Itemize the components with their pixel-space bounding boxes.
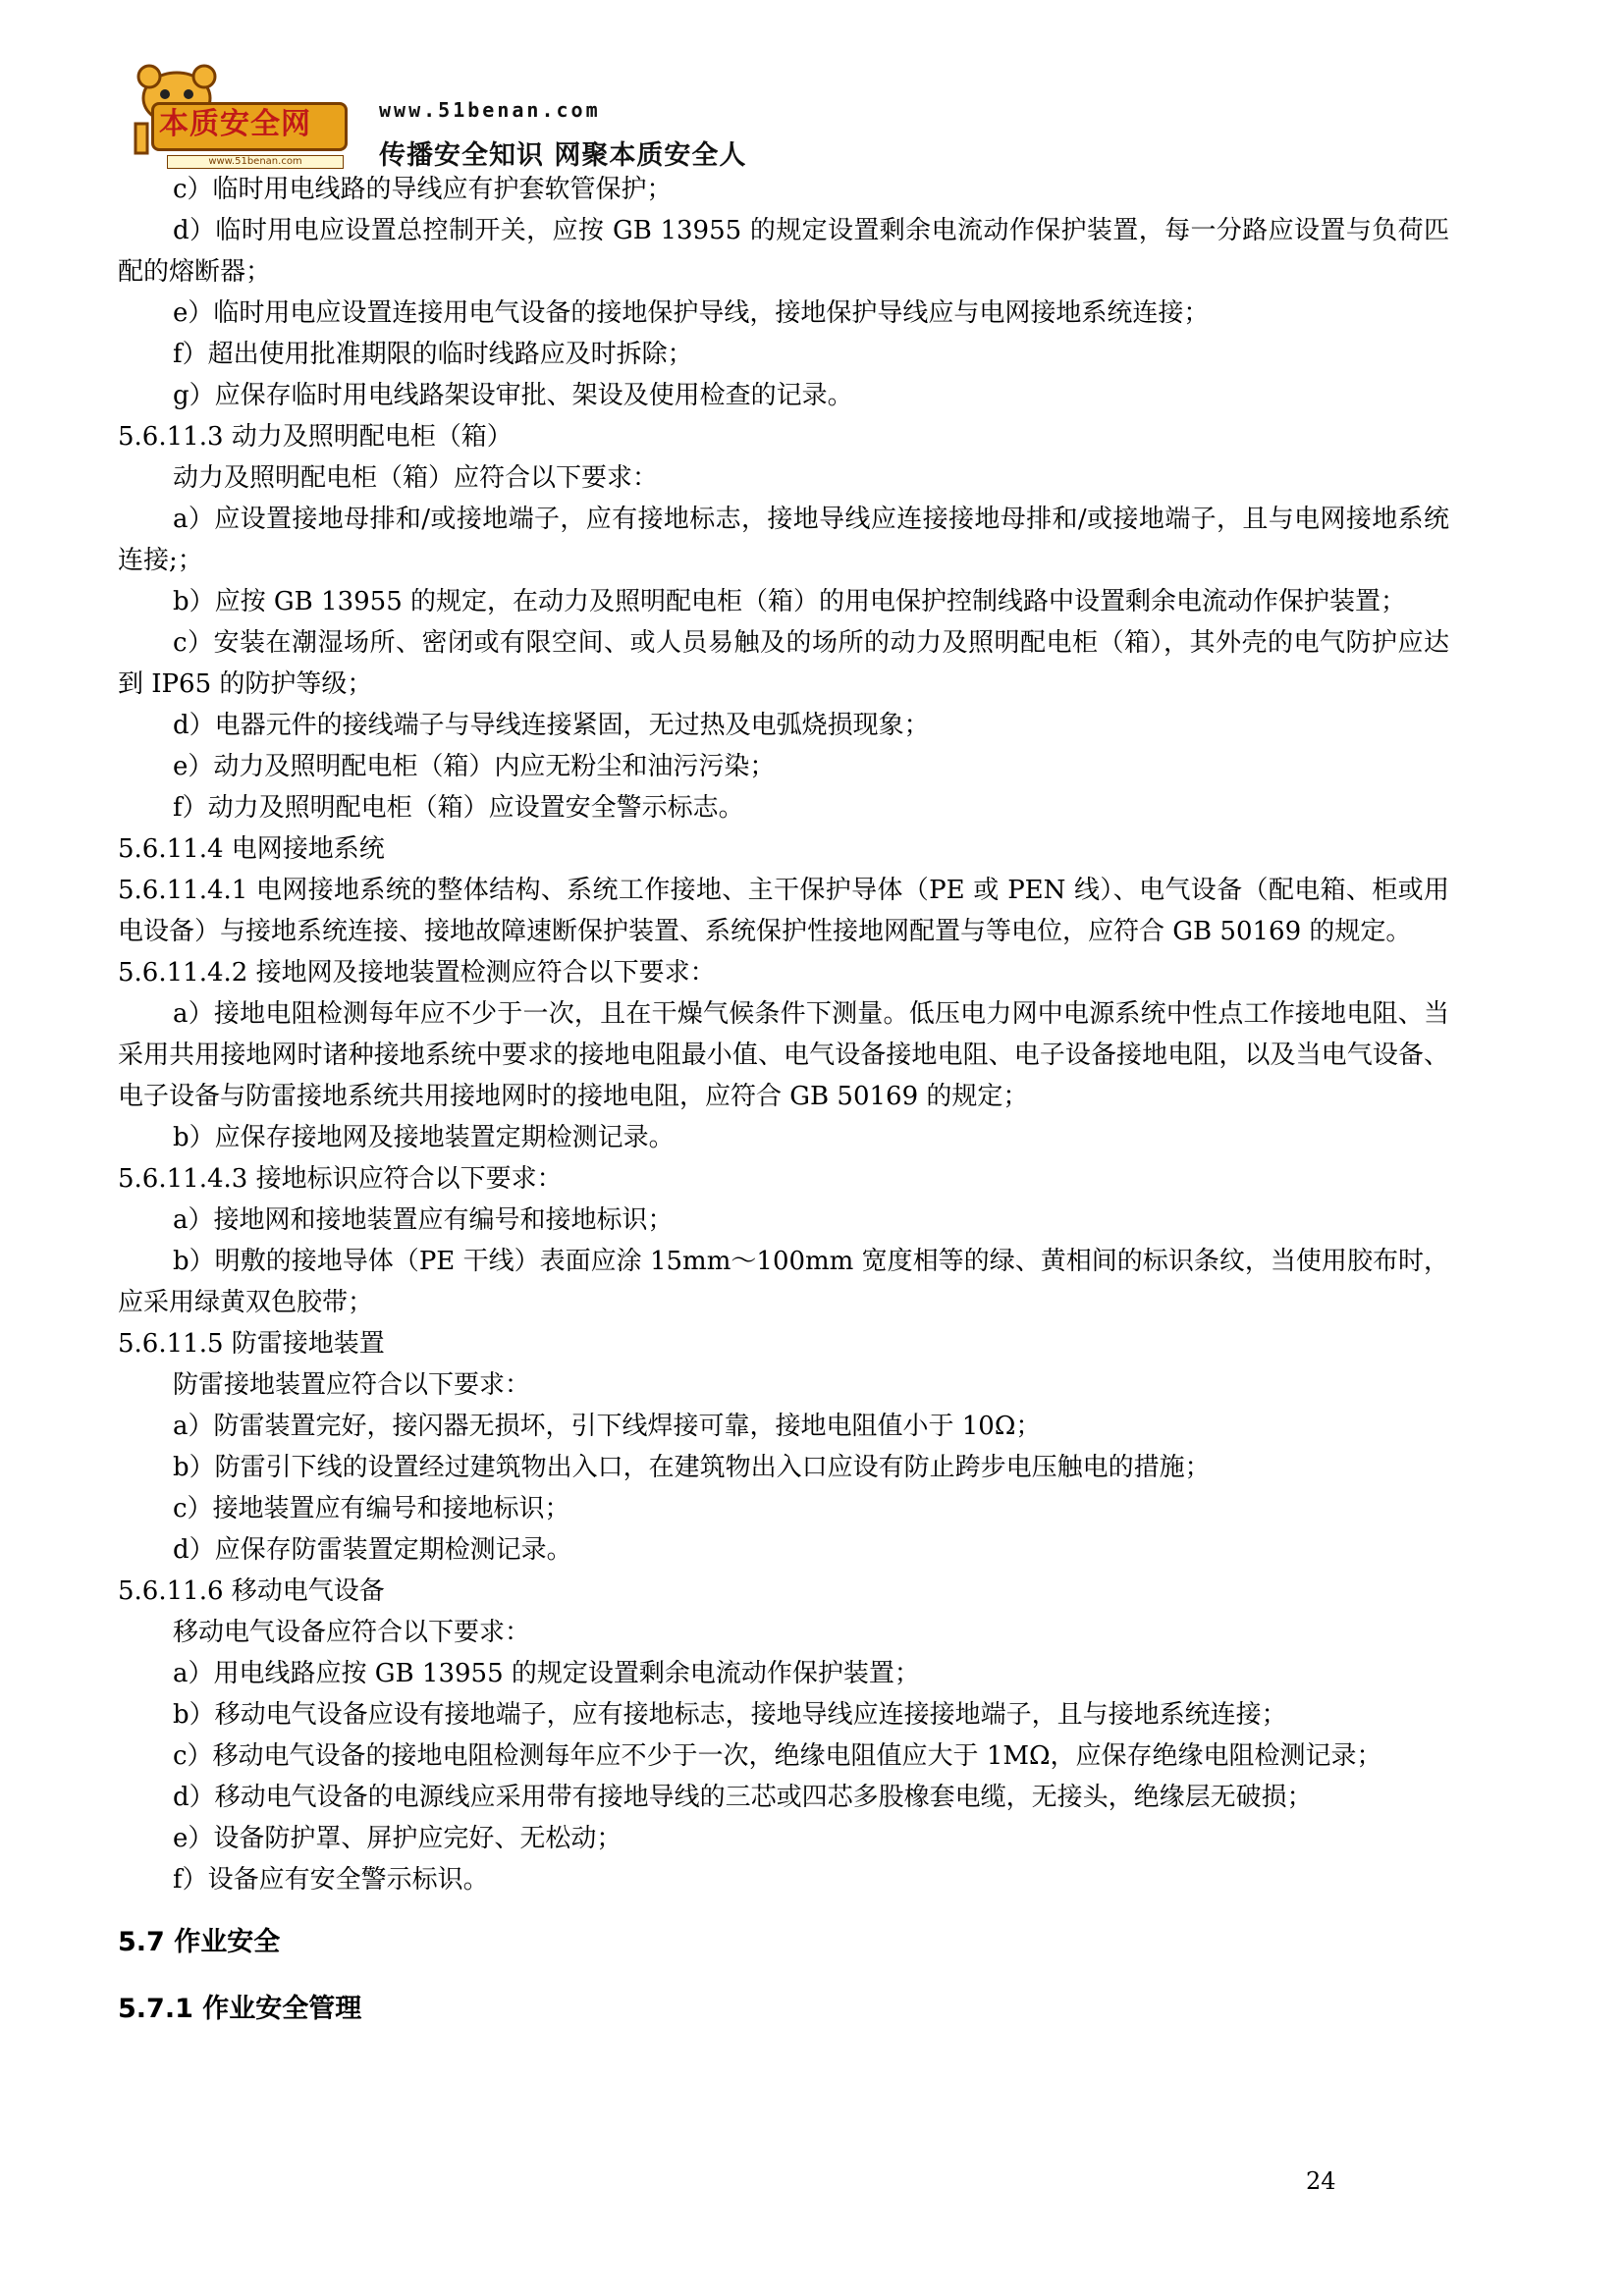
list-item: b）防雷引下线的设置经过建筑物出入口，在建筑物出入口应设有防止跨步电压触电的措施； bbox=[173, 1453, 1211, 1482]
list-item: c）安装在潮湿场所、密闭或有限空间、或人员易触及的场所的动力及照明配电柜（箱），其外壳的电气防护应达到 IP65 的防护等级； bbox=[118, 628, 1449, 699]
list-item: f）设备应有安全警示标识。 bbox=[173, 1865, 489, 1895]
subsection-heading: 5.7.1 作业安全管理 bbox=[118, 1994, 362, 2024]
list-item: a）用电线路应按 GB 13955 的规定设置剩余电流动作保护装置； bbox=[173, 1659, 920, 1688]
list-item: g）应保存临时用电线路架设审批、架设及使用检查的记录。 bbox=[173, 381, 853, 410]
list-item: d）应保存防雷装置定期检测记录。 bbox=[173, 1535, 572, 1565]
list-item: a）接地电阻检测每年应不少于一次，且在干燥气候条件下测量。低压电力网中电源系统中性点工作接地电阻、当采用共用接地网时诸种接地系统中要求的接地电阻最小值、电气设备接地电阻、电子设备接地电阻，以及当电气设备、电子设备与防雷接地系统共用接地网时的接地电阻，应符合 GB 50169 的规定； bbox=[118, 999, 1449, 1111]
clause-heading: 5.6.11.4.1 电网接地系统的整体结构、系统工作接地、主干保护导体（PE 或 PEN 线）、电气设备（配电箱、柜或用电设备）与接地系统连接、接地故障速断保护装置、系统保护性接地网配置与等电位，应符合 GB 50169 的规定。 bbox=[118, 876, 1449, 946]
list-item: e）临时用电应设置连接用电气设备的接地保护导线，接地保护导线应与电网接地系统连接； bbox=[173, 298, 1210, 328]
site-slogan: 传播安全知识 网聚本质安全人 bbox=[379, 140, 747, 171]
list-item: e）动力及照明配电柜（箱）内应无粉尘和油污污染； bbox=[173, 752, 776, 781]
list-item: d）电器元件的接线端子与导线连接紧固，无过热及电弧烧损现象； bbox=[173, 711, 930, 740]
list-item: a）应设置接地母排和/或接地端子，应有接地标志，接地导线应连接接地母排和/或接地端子，且与电网接地系统连接;； bbox=[118, 505, 1449, 575]
list-item: e）设备防护罩、屏护应完好、无松动； bbox=[173, 1824, 623, 1853]
list-item: b）应按 GB 13955 的规定，在动力及照明配电柜（箱）的用电保护控制线路中设置剩余电流动作保护装置； bbox=[173, 587, 1407, 616]
list-item: f）超出使用批准期限的临时线路应及时拆除； bbox=[173, 340, 693, 369]
clause-heading: 5.6.11.3 动力及照明配电柜（箱） bbox=[118, 422, 513, 452]
paragraph-list bbox=[118, 169, 1449, 1900]
clause-heading: 5.6.11.4.3 接地标识应符合以下要求： bbox=[118, 1164, 563, 1194]
clause-heading: 5.6.11.5 防雷接地装置 bbox=[118, 1329, 385, 1359]
list-item: b）移动电气设备应设有接地端子，应有接地标志，接地导线应连接接地端子，且与接地系统连接； bbox=[173, 1700, 1287, 1730]
section-heading: 5.7 作业安全 bbox=[118, 1927, 281, 1957]
list-item: b）明敷的接地导体（PE 干线）表面应涂 15mm～100mm 宽度相等的绿、黄相间的标识条纹，当使用胶布时，应采用绿黄双色胶带； bbox=[118, 1247, 1449, 1317]
list-item: d）临时用电应设置总控制开关，应按 GB 13955 的规定设置剩余电流动作保护装置，每一分路应设置与负荷匹配的熔断器； bbox=[118, 216, 1449, 287]
list-item: 移动电气设备应符合以下要求： bbox=[173, 1618, 531, 1647]
list-item: a）接地网和接地装置应有编号和接地标识； bbox=[173, 1205, 674, 1235]
site-logo[interactable] bbox=[116, 59, 352, 169]
list-item: d）移动电气设备的电源线应采用带有接地导线的三芯或四芯多股橡套电缆，无接头，绝缘层无破损； bbox=[173, 1783, 1313, 1812]
document-body bbox=[118, 169, 1449, 2030]
list-item: b）应保存接地网及接地装置定期检测记录。 bbox=[173, 1123, 675, 1152]
clause-heading: 5.6.11.6 移动电气设备 bbox=[118, 1576, 385, 1606]
page-header bbox=[116, 59, 823, 169]
logo-text: 本质安全网 bbox=[159, 107, 311, 141]
list-item: f）动力及照明配电柜（箱）应设置安全警示标志。 bbox=[173, 793, 744, 823]
list-item: a）防雷装置完好，接闪器无损坏，引下线焊接可靠，接地电阻值小于 10Ω； bbox=[173, 1412, 1042, 1441]
site-url-link[interactable]: www.51benan.com bbox=[379, 98, 601, 122]
list-item: c）移动电气设备的接地电阻检测每年应不少于一次，绝缘电阻值应大于 1MΩ，应保存绝缘电阻检测记录； bbox=[173, 1741, 1382, 1771]
list-item: c）接地装置应有编号和接地标识； bbox=[173, 1494, 570, 1523]
list-item: c）临时用电线路的导线应有护套软管保护； bbox=[173, 175, 673, 204]
list-item: 防雷接地装置应符合以下要求： bbox=[173, 1370, 531, 1400]
list-item: 动力及照明配电柜（箱）应符合以下要求： bbox=[173, 463, 659, 493]
page-number: 24 bbox=[1306, 2167, 1336, 2195]
logo-url: www.51benan.com bbox=[167, 155, 344, 169]
clause-heading: 5.6.11.4.2 接地网及接地装置检测应符合以下要求： bbox=[118, 958, 716, 988]
clause-heading: 5.6.11.4 电网接地系统 bbox=[118, 834, 385, 864]
